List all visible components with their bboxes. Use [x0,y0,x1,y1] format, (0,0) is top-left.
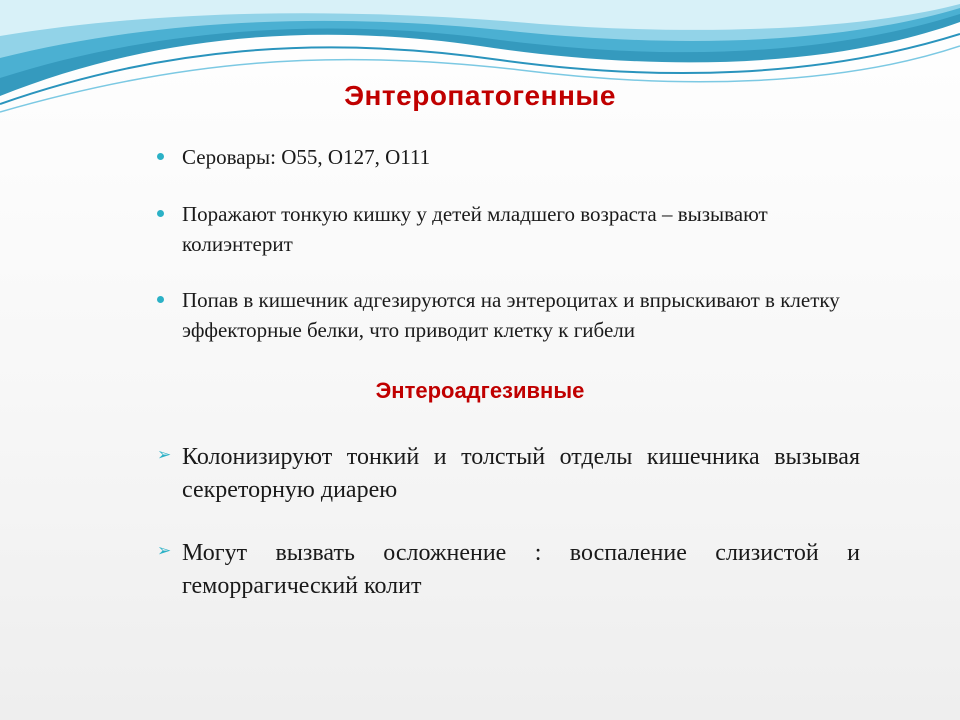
bullet-text: Серовары: О55, О127, О111 [182,145,431,169]
section-subtitle: Энтероадгезивные [375,378,585,403]
bullet-text: Попав в кишечник адгезируются на энтероцитах и впрыскивают в клетку эффекторные белки, что приводит клетку к гибели [182,288,840,342]
bullet-text: Поражают тонкую кишку у детей младшего возраста – вызывают колиэнтерит [182,202,768,256]
checkmark-arrow-icon: ➢ [157,541,172,561]
check-item-text: Колонизируют тонкий и толстый отделы кишечника вызывая секреторную диарею [182,444,860,503]
slide-title: Энтеропатогенные [344,80,616,111]
check-item-text: Могут вызвать осложнение : воспаление слизистой и геморрагический колит [182,540,860,599]
bullet-dot-icon [157,153,164,160]
bullet-dot-icon [157,296,164,303]
bullet-dot-icon [157,210,164,217]
checkmark-arrow-icon: ➢ [157,445,172,465]
